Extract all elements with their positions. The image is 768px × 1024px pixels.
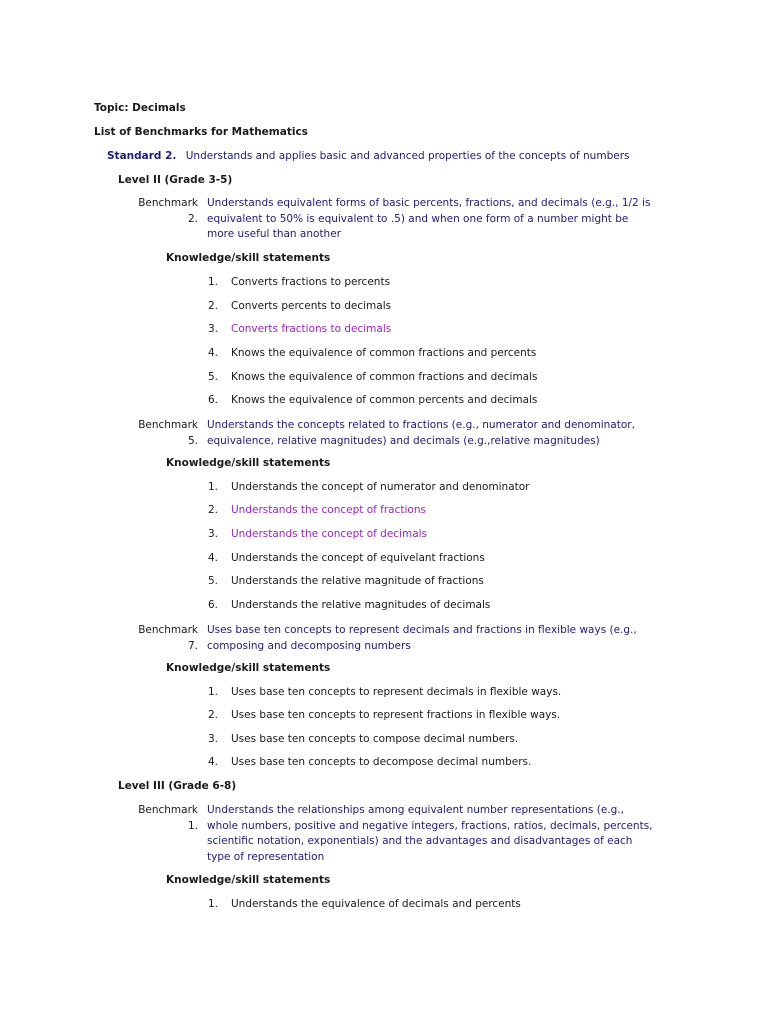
list-item: 1. Understands the concept of numerator and denominator (207, 481, 530, 493)
ks-heading: Knowledge/skill statements (166, 252, 331, 264)
benchmark-text: Understands equivalent forms of basic percents, fractions, and decimals (e.g., 1/2 is equivalent to 50% is equivalent to .5) and when one form of a number might be more useful than another (207, 197, 651, 240)
benchmark-label: Benchmark 7. (138, 624, 198, 652)
list-item: 3. Uses base ten concepts to compose decimal numbers. (207, 733, 519, 745)
topic-heading: Topic: Decimals (94, 102, 186, 114)
ks-heading: Knowledge/skill statements (166, 662, 331, 674)
list-item: 4. Understands the concept of equivelant fractions (207, 552, 485, 564)
list-item: 2. Uses base ten concepts to represent fractions in flexible ways. (207, 709, 561, 721)
list-item: 2. Converts percents to decimals (207, 300, 392, 312)
level-heading: Level III (Grade 6-8) (118, 780, 237, 792)
list-item: 6. Knows the equivalence of common percents and decimals (207, 394, 538, 406)
benchmark-text: Understands the relationships among equivalent number representations (e.g., whole numbers, positive and negative integers, fractions, ratios, decimals, percents, scientific notation, exponentials) and the advantages and disadvantages of each type of representation (207, 804, 653, 863)
benchmark-label: Benchmark 2. (138, 197, 198, 225)
list-item: 1. Uses base ten concepts to represent decimals in flexible ways. (207, 686, 562, 698)
benchmark-text: Understands the concepts related to fractions (e.g., numerator and denominator, equivalence, relative magnitudes) and decimals (e.g.,relative magnitudes) (207, 419, 635, 447)
standard-row (107, 150, 629, 162)
list-item: 6. Understands the relative magnitudes of decimals (207, 599, 491, 611)
benchmark-text: Uses base ten concepts to represent decimals and fractions in flexible ways (e.g., composing and decomposing numbers (207, 624, 637, 652)
list-item: 2. Understands the concept of fractions (207, 504, 426, 516)
list-item: 4. Uses base ten concepts to decompose decimal numbers. (207, 756, 532, 768)
list-item: 1. Understands the equivalence of decimals and percents (207, 898, 521, 910)
list-title: List of Benchmarks for Mathematics (94, 126, 308, 138)
benchmark-label: Benchmark 5. (138, 419, 198, 447)
list-item: 3. Understands the concept of decimals (207, 528, 428, 540)
standard-label: Standard 2. (107, 150, 177, 162)
ks-heading: Knowledge/skill statements (166, 874, 331, 886)
standard-text: Understands and applies basic and advanced properties of the concepts of numbers (185, 150, 630, 162)
ks-heading: Knowledge/skill statements (166, 457, 331, 469)
list-item: 1. Converts fractions to percents (207, 276, 391, 288)
list-item: 5. Understands the relative magnitude of fractions (207, 575, 484, 587)
level-heading: Level II (Grade 3-5) (118, 174, 233, 186)
list-item: 4. Knows the equivalence of common fractions and percents (207, 347, 537, 359)
list-item: 3. Converts fractions to decimals (207, 323, 392, 335)
list-item: 5. Knows the equivalence of common fractions and decimals (207, 371, 538, 383)
benchmark-label: Benchmark 1. (138, 804, 198, 832)
